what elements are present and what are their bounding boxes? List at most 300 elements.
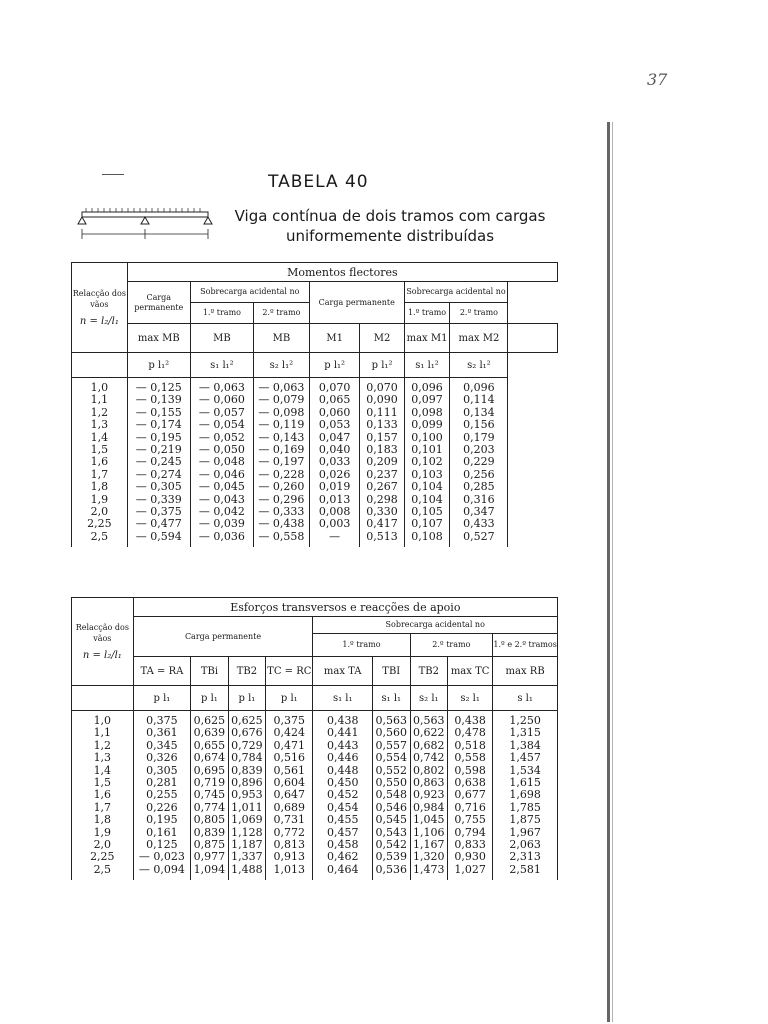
tramo1-header: 1.º tramo bbox=[313, 634, 410, 657]
table-cell: 0,805 bbox=[193, 813, 226, 827]
table-cell: 0,552 bbox=[375, 763, 408, 777]
table-cell: 0,156 bbox=[463, 418, 495, 432]
table-cell: 0,716 bbox=[454, 800, 486, 814]
group-header: Momentos flectores bbox=[127, 263, 557, 282]
tramo2-header: 2.º tramo bbox=[253, 303, 309, 324]
table-cell: — 0,139 bbox=[135, 393, 182, 407]
data-column bbox=[404, 378, 450, 548]
table-cell: 0,060 bbox=[318, 405, 351, 419]
col-unit: p l₁² bbox=[360, 353, 404, 378]
col-head: max TA bbox=[313, 657, 373, 686]
ratio-formula: n = l₂/l₁ bbox=[82, 650, 122, 661]
table-cell: 0,285 bbox=[463, 480, 495, 494]
table-cell: — bbox=[329, 529, 341, 543]
table-cell: 0,558 bbox=[454, 751, 486, 765]
table-cell: 1,7 bbox=[93, 800, 112, 814]
table-cell: 2,0 bbox=[90, 505, 109, 519]
table-cell: 2,581 bbox=[509, 862, 541, 876]
table-cell: 0,745 bbox=[193, 788, 226, 802]
data-column bbox=[450, 378, 508, 548]
table-cell: — 0,143 bbox=[258, 430, 305, 444]
table-cell: — 0,119 bbox=[258, 418, 305, 432]
table-cell: 1,011 bbox=[231, 800, 263, 814]
table-cell: 0,033 bbox=[318, 455, 351, 469]
col-unit: s₂ l₁² bbox=[450, 353, 508, 378]
table-cell: 0,326 bbox=[146, 751, 178, 765]
table-cell: — 0,260 bbox=[258, 480, 305, 494]
table-cell: 1,9 bbox=[93, 825, 112, 839]
table-cell: 0,229 bbox=[463, 455, 495, 469]
col-head: TBi bbox=[191, 657, 229, 686]
data-column bbox=[190, 378, 253, 548]
table-cell: 0,105 bbox=[411, 505, 443, 519]
col-unit: s₂ l₁ bbox=[410, 686, 448, 711]
table-cell: 0,026 bbox=[318, 467, 351, 481]
table-cell: 1,7 bbox=[90, 467, 109, 481]
tramo1-header: 1.º tramo bbox=[190, 303, 253, 324]
sobrecarga-header: Sobrecarga acidental no bbox=[190, 282, 309, 303]
table-cell: 1,094 bbox=[193, 862, 226, 876]
table-cell: 1,8 bbox=[93, 813, 112, 827]
col-unit: s₁ l₁ bbox=[313, 686, 373, 711]
ratio-header bbox=[72, 598, 134, 686]
tramo2-header-2: 2.º tramo bbox=[450, 303, 508, 324]
table-cell: 0,281 bbox=[146, 776, 178, 790]
col-unit: p l₁² bbox=[309, 353, 360, 378]
table-cell: 0,625 bbox=[231, 714, 263, 727]
table-cell: 1,315 bbox=[509, 726, 541, 740]
col-head: max M2 bbox=[450, 324, 508, 353]
col-unit: s l₁ bbox=[493, 686, 558, 711]
table-cell: 0,103 bbox=[411, 467, 443, 481]
table-cell: 1,534 bbox=[509, 763, 541, 777]
table-cell: 0,682 bbox=[413, 738, 445, 752]
table-cell: 0,513 bbox=[366, 529, 398, 543]
table-cell: 0,554 bbox=[375, 751, 408, 765]
unit-spacer bbox=[72, 686, 134, 711]
table-cell: — 0,125 bbox=[135, 381, 182, 394]
table-cell: 0,527 bbox=[463, 529, 495, 543]
col-unit: s₂ l₁ bbox=[448, 686, 493, 711]
table-cell: 2,5 bbox=[90, 529, 109, 543]
table-cell: 0,104 bbox=[411, 480, 443, 494]
table-cell: 1,1 bbox=[93, 726, 112, 740]
table-cell: 2,25 bbox=[87, 517, 112, 531]
table-cell: 0,098 bbox=[411, 405, 443, 419]
table-cell: 0,097 bbox=[411, 393, 443, 407]
table-cell: 0,563 bbox=[413, 714, 445, 727]
col-head: max M1 bbox=[404, 324, 450, 353]
table-cell: 0,984 bbox=[413, 800, 445, 814]
table-cell: — 0,023 bbox=[138, 850, 185, 864]
shear-reactions-table bbox=[71, 597, 558, 880]
data-column bbox=[266, 711, 313, 881]
table-cell: 0,774 bbox=[193, 800, 226, 814]
table-cell: 0,316 bbox=[463, 492, 495, 506]
col-head: MB bbox=[253, 324, 309, 353]
table-cell: 1,069 bbox=[231, 813, 263, 827]
data-column bbox=[448, 711, 493, 881]
table-cell: 0,183 bbox=[366, 443, 398, 457]
table-cell: 0,267 bbox=[366, 480, 398, 494]
table-cell: 0,347 bbox=[463, 505, 495, 519]
subtitle-line-1: Viga contínua de dois tramos com cargas bbox=[234, 207, 546, 225]
table-cell: 0,195 bbox=[146, 813, 178, 827]
table-cell: — 0,195 bbox=[135, 430, 182, 444]
table-cell: 0,536 bbox=[375, 862, 408, 876]
data-column bbox=[228, 711, 266, 881]
group-header: Esforços transversos e reacções de apoio bbox=[133, 598, 557, 617]
sobrecarga-header: Sobrecarga acidental no bbox=[313, 617, 558, 634]
table-cell: 0,731 bbox=[273, 813, 306, 827]
table-cell: 0,839 bbox=[231, 763, 263, 777]
table-cell: 0,441 bbox=[326, 726, 359, 740]
data-column bbox=[373, 711, 411, 881]
table-cell: 0,923 bbox=[413, 788, 445, 802]
col-head: TBI bbox=[373, 657, 411, 686]
table-cell: 0,226 bbox=[146, 800, 178, 814]
table-cell: 0,977 bbox=[193, 850, 226, 864]
table-cell: 0,639 bbox=[193, 726, 226, 740]
table-cell: 0,471 bbox=[273, 738, 306, 752]
table-cell: 0,330 bbox=[366, 505, 398, 519]
table-cell: 0,560 bbox=[375, 726, 408, 740]
table-cell: — 0,197 bbox=[258, 455, 305, 469]
table-cell: — 0,245 bbox=[135, 455, 182, 469]
table-cell: 1,5 bbox=[93, 776, 112, 790]
table-cell: 0,361 bbox=[146, 726, 178, 740]
table-cell: — 0,274 bbox=[135, 467, 182, 481]
table-cell: 1,187 bbox=[231, 838, 263, 852]
col-unit: s₁ l₁² bbox=[190, 353, 253, 378]
col-head: TC = RC bbox=[266, 657, 313, 686]
table-cell: 0,108 bbox=[411, 529, 443, 543]
n-column bbox=[72, 711, 134, 881]
table-cell: — 0,054 bbox=[198, 418, 245, 432]
table-cell: 1,6 bbox=[90, 455, 109, 469]
table-cell: 0,237 bbox=[366, 467, 398, 481]
table-cell: 0,179 bbox=[463, 430, 495, 444]
table-cell: — 0,333 bbox=[258, 505, 305, 519]
scan-edge bbox=[607, 122, 610, 1022]
table-cell: 0,896 bbox=[231, 776, 263, 790]
table-cell: 0,448 bbox=[326, 763, 359, 777]
table-cell: 0,454 bbox=[326, 800, 359, 814]
table-cell: 0,345 bbox=[146, 738, 178, 752]
unit-spacer bbox=[72, 353, 128, 378]
table-cell: 0,784 bbox=[231, 751, 263, 765]
table-cell: 0,542 bbox=[375, 838, 408, 852]
table-subtitle bbox=[230, 206, 550, 246]
table-cell: 0,209 bbox=[366, 455, 398, 469]
table-cell: 0,424 bbox=[273, 726, 306, 740]
col-unit: p l₁ bbox=[191, 686, 229, 711]
table-cell: 1,785 bbox=[509, 800, 541, 814]
table-cell: 0,647 bbox=[273, 788, 306, 802]
table-cell: 0,070 bbox=[366, 381, 398, 394]
table-cell: 0,070 bbox=[318, 381, 351, 394]
table-cell: 1,337 bbox=[231, 850, 263, 864]
table-cell: — 0,228 bbox=[258, 467, 305, 481]
table-cell: — 0,063 bbox=[258, 381, 305, 394]
table-cell: 1,615 bbox=[509, 776, 541, 790]
table-cell: 1,0 bbox=[93, 714, 112, 727]
table-cell: — 0,060 bbox=[198, 393, 245, 407]
table-cell: 0,111 bbox=[366, 405, 398, 419]
page-number: 37 bbox=[647, 70, 668, 89]
col-unit: s₁ l₁² bbox=[404, 353, 450, 378]
table-cell: 0,755 bbox=[454, 813, 486, 827]
col-head: TB2 bbox=[410, 657, 448, 686]
table-cell: — 0,052 bbox=[198, 430, 245, 444]
table-cell: 0,813 bbox=[273, 838, 306, 852]
col-head: MB bbox=[190, 324, 253, 353]
table-cell: 2,063 bbox=[509, 838, 541, 852]
table-cell: 0,548 bbox=[375, 788, 408, 802]
table-cell: 0,625 bbox=[193, 714, 226, 727]
table-cell: 0,203 bbox=[463, 443, 495, 457]
table-cell: 1,488 bbox=[231, 862, 263, 876]
data-column bbox=[360, 378, 404, 548]
table-cell: 0,047 bbox=[318, 430, 351, 444]
table-cell: 1,875 bbox=[509, 813, 541, 827]
col-unit: s₁ l₁ bbox=[373, 686, 411, 711]
table-cell: 0,305 bbox=[146, 763, 178, 777]
table-cell: 0,450 bbox=[326, 776, 359, 790]
table-cell: 0,462 bbox=[326, 850, 359, 864]
table-cell: 0,417 bbox=[366, 517, 398, 531]
table-cell: 0,256 bbox=[463, 467, 495, 481]
table-cell: 0,446 bbox=[326, 751, 359, 765]
table-cell: 0,863 bbox=[413, 776, 445, 790]
table-cell: 0,913 bbox=[273, 850, 306, 864]
table-cell: 0,019 bbox=[318, 480, 351, 494]
table-cell: 0,695 bbox=[193, 763, 226, 777]
table-cell: — 0,045 bbox=[198, 480, 245, 494]
table-cell: 0,458 bbox=[326, 838, 359, 852]
table-cell: 0,953 bbox=[231, 788, 263, 802]
table-cell: 0,053 bbox=[318, 418, 351, 432]
carga-permanente-header: Carga permanente bbox=[133, 617, 313, 657]
scan-dash-mark bbox=[102, 174, 124, 175]
col-head: max TC bbox=[448, 657, 493, 686]
table-cell: 0,839 bbox=[193, 825, 226, 839]
table-cell: — 0,039 bbox=[198, 517, 245, 531]
beam-diagram bbox=[70, 200, 220, 250]
table-cell: — 0,174 bbox=[135, 418, 182, 432]
table-cell: 0,107 bbox=[411, 517, 443, 531]
table-cell: 0,438 bbox=[454, 714, 486, 727]
table-cell: — 0,063 bbox=[198, 381, 245, 394]
table-cell: — 0,305 bbox=[135, 480, 182, 494]
table-cell: 0,125 bbox=[146, 838, 178, 852]
table-cell: — 0,339 bbox=[135, 492, 182, 506]
table-cell: 0,096 bbox=[463, 381, 495, 394]
table-body bbox=[72, 711, 558, 881]
carga-permanente-header: Carga permanente bbox=[127, 282, 190, 324]
table-cell: 0,833 bbox=[454, 838, 486, 852]
table-cell: 1,1 bbox=[90, 393, 109, 407]
table-cell: 0,255 bbox=[146, 788, 178, 802]
table-cell: 0,516 bbox=[273, 751, 306, 765]
table-cell: 0,433 bbox=[463, 517, 495, 531]
bending-moments-table bbox=[71, 262, 558, 547]
table-cell: — 0,219 bbox=[135, 443, 182, 457]
data-column bbox=[127, 378, 190, 548]
table-cell: 0,455 bbox=[326, 813, 359, 827]
table-cell: 0,598 bbox=[454, 763, 486, 777]
table-cell: 2,313 bbox=[509, 850, 541, 864]
table-cell: 1,0 bbox=[90, 381, 109, 394]
table-cell: — 0,438 bbox=[258, 517, 305, 531]
table-cell: 0,099 bbox=[411, 418, 443, 432]
table-cell: — 0,594 bbox=[135, 529, 182, 543]
table-cell: 0,875 bbox=[193, 838, 226, 852]
table-cell: 1,2 bbox=[90, 405, 109, 419]
table-cell: 1,4 bbox=[93, 763, 112, 777]
table-cell: — 0,477 bbox=[135, 517, 182, 531]
relation-label: Relacção dos vãos bbox=[72, 289, 126, 309]
table-cell: 0,003 bbox=[318, 517, 351, 531]
table-cell: 1,013 bbox=[273, 862, 306, 876]
carga-permanente-header-2: Carga permanente bbox=[309, 282, 404, 324]
table-cell: 0,638 bbox=[454, 776, 486, 790]
table-cell: 0,676 bbox=[231, 726, 263, 740]
data-column bbox=[309, 378, 360, 548]
table-cell: 1,167 bbox=[413, 838, 445, 852]
ratio-header bbox=[72, 263, 128, 353]
data-column bbox=[133, 711, 191, 881]
table-cell: 0,040 bbox=[318, 443, 351, 457]
col-head: M2 bbox=[360, 324, 404, 353]
table-cell: — 0,558 bbox=[258, 529, 305, 543]
table-cell: 0,677 bbox=[454, 788, 486, 802]
table-cell: 0,772 bbox=[273, 825, 306, 839]
table-cell: 0,464 bbox=[326, 862, 359, 876]
table-cell: — 0,098 bbox=[258, 405, 305, 419]
table-cell: 0,100 bbox=[411, 430, 443, 444]
table-cell: 0,550 bbox=[375, 776, 408, 790]
table-cell: 0,457 bbox=[326, 825, 359, 839]
tramo1-header-2: 1.º tramo bbox=[404, 303, 450, 324]
table-cell: — 0,048 bbox=[198, 455, 245, 469]
col-unit: p l₁ bbox=[266, 686, 313, 711]
ratio-formula: n = l₂/l₁ bbox=[79, 316, 119, 327]
table-cell: 0,546 bbox=[375, 800, 408, 814]
table-cell: 0,563 bbox=[375, 714, 408, 727]
table-cell: 1,3 bbox=[93, 751, 112, 765]
table-cell: 0,375 bbox=[273, 714, 306, 727]
table-cell: — 0,036 bbox=[198, 529, 245, 543]
table-cell: 0,443 bbox=[326, 738, 359, 752]
tramo12-header: 1.º e 2.º tramos bbox=[493, 634, 558, 657]
table-title: TABELA 40 bbox=[268, 172, 369, 192]
table-cell: — 0,046 bbox=[198, 467, 245, 481]
table-cell: 2,5 bbox=[93, 862, 112, 876]
data-column bbox=[493, 711, 558, 881]
table-cell: 0,729 bbox=[231, 738, 263, 752]
table-cell: 1,4 bbox=[90, 430, 109, 444]
table-cell: 0,096 bbox=[411, 381, 443, 394]
table-cell: 0,157 bbox=[366, 430, 398, 444]
table-cell: — 0,050 bbox=[198, 443, 245, 457]
table-cell: 1,2 bbox=[93, 738, 112, 752]
subtitle-line-2: uniformemente distribuídas bbox=[285, 227, 495, 245]
table-cell: 0,794 bbox=[454, 825, 486, 839]
table-cell: — 0,043 bbox=[198, 492, 245, 506]
table-cell: 0,298 bbox=[366, 492, 398, 506]
table-cell: — 0,296 bbox=[258, 492, 305, 506]
table-cell: 0,622 bbox=[413, 726, 445, 740]
table-cell: 0,689 bbox=[273, 800, 306, 814]
table-cell: 1,8 bbox=[90, 480, 109, 494]
table-cell: 0,742 bbox=[413, 751, 445, 765]
table-cell: 0,930 bbox=[454, 850, 486, 864]
table-cell: 0,557 bbox=[375, 738, 408, 752]
table-cell: 1,106 bbox=[413, 825, 445, 839]
table-cell: 2,25 bbox=[90, 850, 115, 864]
table-cell: 1,967 bbox=[509, 825, 541, 839]
table-cell: 0,719 bbox=[193, 776, 226, 790]
data-column bbox=[410, 711, 448, 881]
col-unit: p l₁ bbox=[133, 686, 191, 711]
table-cell: 2,0 bbox=[93, 838, 112, 852]
table-cell: 1,250 bbox=[509, 714, 541, 727]
table-cell: 0,114 bbox=[463, 393, 495, 407]
table-cell: 1,128 bbox=[231, 825, 263, 839]
table-cell: 1,473 bbox=[413, 862, 445, 876]
table-cell: — 0,094 bbox=[138, 862, 185, 876]
col-head: TA = RA bbox=[133, 657, 191, 686]
data-column bbox=[191, 711, 229, 881]
col-head: max RB bbox=[493, 657, 558, 686]
table-cell: 1,045 bbox=[413, 813, 445, 827]
table-cell: 0,539 bbox=[375, 850, 408, 864]
table-cell: 0,013 bbox=[318, 492, 351, 506]
table-body bbox=[72, 378, 558, 548]
col-unit: p l₁ bbox=[228, 686, 266, 711]
scan-edge-inner bbox=[612, 122, 613, 1022]
table-cell: 1,320 bbox=[413, 850, 445, 864]
table-cell: 1,6 bbox=[93, 788, 112, 802]
table-cell: — 0,079 bbox=[258, 393, 305, 407]
table-cell: 0,104 bbox=[411, 492, 443, 506]
table-cell: 0,090 bbox=[366, 393, 398, 407]
table-cell: 1,5 bbox=[90, 443, 109, 457]
table-cell: 0,008 bbox=[318, 505, 351, 519]
table-cell: — 0,375 bbox=[135, 505, 182, 519]
col-head: max MB bbox=[127, 324, 190, 353]
table-cell: 0,133 bbox=[366, 418, 398, 432]
table-cell: 0,518 bbox=[454, 738, 486, 752]
table-cell: 0,545 bbox=[375, 813, 408, 827]
table-cell: 0,604 bbox=[273, 776, 306, 790]
table-cell: 0,438 bbox=[326, 714, 359, 727]
table-cell: 0,561 bbox=[273, 763, 306, 777]
table-cell: 1,3 bbox=[90, 418, 109, 432]
table-cell: 0,134 bbox=[463, 405, 495, 419]
col-head: TB2 bbox=[228, 657, 266, 686]
table-cell: 0,543 bbox=[375, 825, 408, 839]
col-unit: s₂ l₁² bbox=[253, 353, 309, 378]
table-cell: — 0,155 bbox=[135, 405, 182, 419]
table-cell: 0,102 bbox=[411, 455, 443, 469]
sobrecarga-header-2: Sobrecarga acidental no bbox=[404, 282, 508, 303]
table-cell: 1,457 bbox=[509, 751, 541, 765]
table-cell: 1,698 bbox=[509, 788, 541, 802]
table-cell: 0,802 bbox=[413, 763, 445, 777]
n-column bbox=[72, 378, 128, 548]
